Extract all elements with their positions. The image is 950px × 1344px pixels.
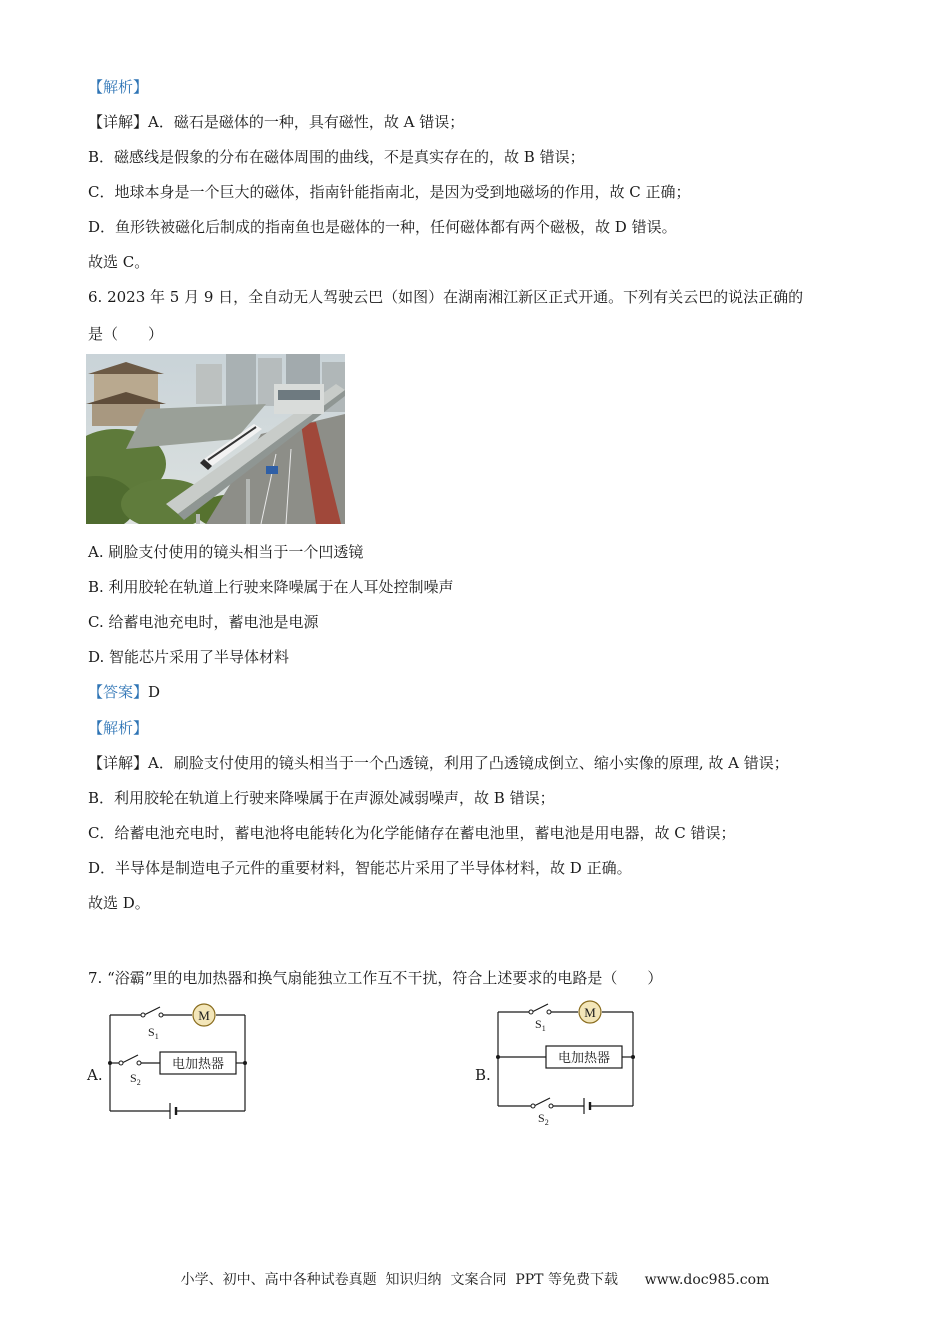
q6-detail-tag: 【详解】 (88, 754, 149, 772)
circuit-diagram-a (100, 1000, 260, 1125)
q6-detail-c: C．给蓄电池充电时，蓄电池将电能转化为化学能储存在蓄电池里，蓄电池是用电器，故 C 错误； (88, 824, 736, 842)
switch-s1-label: $S_1$ (148, 1025, 159, 1041)
q7-option-b-label: B. (475, 1066, 491, 1084)
switch-s2-label: $S_2$ (130, 1071, 141, 1087)
q5-detail-d: D．鱼形铁被磁化后制成的指南鱼也是磁体的一种，任何磁体都有两个磁极，故 D 错误。 (88, 218, 677, 236)
q6-answer (88, 682, 160, 702)
motor-symbol: M (198, 1008, 210, 1023)
q6-detail-d: D．半导体是制造电子元件的重要材料，智能芯片采用了半导体材料，故 D 正确。 (88, 859, 632, 877)
q6-answer-value: D (148, 683, 161, 701)
q5-detail-tag: 【详解】 (88, 113, 149, 131)
switch-s1-pivot (141, 1013, 145, 1017)
switch-s2-pivot (119, 1061, 123, 1065)
q6-detail-a: 【详解】A．刷脸支付使用的镜头相当于一个凸透镜，利用了凸透镜成倒立、缩小实像的原理, 故 A 错误； (88, 754, 789, 772)
heater-label: 电加热器 (171, 1056, 225, 1071)
q5-detail-b: B．磁感线是假象的分布在磁体周围的曲线，不是真实存在的，故 B 错误； (88, 148, 585, 166)
circuit-diagram-b (488, 998, 648, 1128)
q6-stem-line1: 6. 2023 年 5 月 9 日，全自动无人驾驶云巴（如图）在湖南湘江新区正式开通。下列有关云巴的说法正确的 (88, 288, 804, 306)
q5-detail-c: C．地球本身是一个巨大的磁体，指南针能指南北，是因为受到地磁场的作用，故 C 正确； (88, 183, 691, 201)
switch-s2-label: $S_2$ (538, 1111, 549, 1127)
motor-symbol: M (584, 1005, 596, 1020)
q6-detail-b: B．利用胶轮在轨道上行驶来降噪属于在声源处减弱噪声，故 B 错误； (88, 789, 555, 807)
page-footer: 小学、初中、高中各种试卷真题 知识归纳 文案合同 PPT 等免费下载 www.doc985.com (180, 1272, 770, 1288)
q5-conclusion: 故选 C。 (88, 253, 150, 271)
q6-conclusion: 故选 D。 (88, 894, 150, 912)
cloud-bus-photo (86, 354, 345, 524)
q6-option-a: A. 刷脸支付使用的镜头相当于一个凹透镜 (88, 543, 364, 561)
q7-option-a-label: A. (87, 1066, 103, 1084)
q6-analysis-tag: 【解析】 (88, 719, 149, 737)
switch-s1-label: $S_1$ (535, 1017, 546, 1033)
q5-detail-a: 【详解】A．磁石是磁体的一种，具有磁性，故 A 错误； (88, 113, 465, 131)
heater-label: 电加热器 (557, 1050, 611, 1065)
q6-stem-line2: 是（ ） (88, 325, 164, 343)
q6-option-d: D. 智能芯片采用了半导体材料 (88, 648, 290, 666)
q6-option-b: B. 利用胶轮在轨道上行驶来降噪属于在人耳处控制噪声 (88, 578, 454, 596)
q6-option-c: C. 给蓄电池充电时，蓄电池是电源 (88, 613, 319, 631)
q6-answer-tag: 【答案】 (88, 683, 149, 701)
q7-stem: 7. “浴霸”里的电加热器和换气扇能独立工作互不干扰，符合上述要求的电路是（ ） (88, 969, 663, 987)
q5-analysis-tag: 【解析】 (88, 78, 149, 96)
